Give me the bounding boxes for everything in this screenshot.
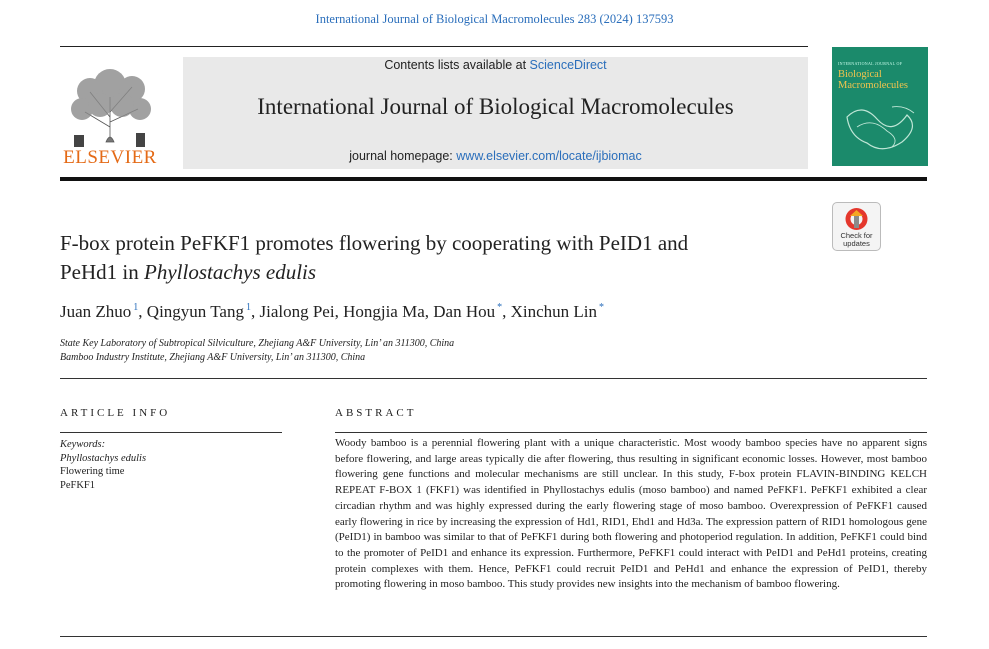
contents-line [183,58,808,72]
affiliation: Bamboo Industry Institute, Zhejiang A&F University, Lin’ an 311300, China [60,352,366,363]
author[interactable]: Hongjia Ma [343,302,425,321]
sciencedirect-link[interactable]: ScienceDirect [529,58,607,72]
bottom-rule [60,636,927,637]
check-badge-line2: updates [843,239,870,248]
cover-small-text: INTERNATIONAL JOURNAL OF [838,61,903,66]
author[interactable]: Dan Hou [433,302,496,321]
keywords-label: Keywords: [60,439,106,450]
masthead-bottom-rule [60,177,927,181]
article-title [60,229,820,287]
article-title-line2: PeHd1 in [60,260,144,284]
author-mark[interactable]: 1 [133,302,139,313]
homepage-line [183,149,808,163]
cover-artwork [832,47,928,166]
keyword-item: PeFKF1 [60,479,96,491]
article-info-heading: ARTICLE INFO [60,407,171,419]
cover-title-line1: Biological [838,69,882,80]
author[interactable]: Xinchun Lin [510,302,598,321]
abstract-heading: ABSTRACT [335,407,417,419]
abstract-text: Woody bamboo is a perennial flowering plant with a unique characteristic. Most woody bamboo species have no apparent signs before flowering, and large areas typically die after flowering, thus resulting in significant economic losses. However, most bamboo flowering gene functions and molecular mechanisms are still unclear. In this study, F-box protein FLAVIN-BINDING KELCH REPEAT F-BOX 1 (FKF1) was identified in Phyllostachys edulis (moso bamboo) and named PeFKF1. PeFKF1 exhibited a clear circadian rhythm and was highly expressed during the early flowering stage of moso bamboo. Overexpression of PeFKF1 caused early flowering in rice by increasing the expression of Hd1, RID1, Ehd1 and Hd3a. The expression pattern of RID1 homologous gene (PeID1) in bamboo was similar to that of PeFKF1 during both flowering and photoperiod regulation. In addition, PeFKF1 could bind to the promoter of PeID1 and enhance its expression. Furthermore, PeFKF1 could interact with PeID1 and PeHd1 proteins, creating protein complexes with them. Hence, PeFKF1 could recruit PeID1 and PeHd1 and enhance the expression of PeID1, thereby promoting flowering in moso bamboo. This study provides new insights into the mechanism of bamboo flowering. [335,437,927,591]
author-mark[interactable]: * [599,302,605,313]
journal-citation[interactable]: International Journal of Biological Macromolecules 283 (2024) 137593 [315,12,674,26]
cover-title-line2: Macromolecules [838,80,908,91]
author[interactable]: Jialong Pei [259,302,335,321]
author[interactable]: Juan Zhuo [60,302,132,321]
keyword-item: Phyllostachys edulis [60,452,147,464]
abstract-rule [335,432,927,433]
journal-cover[interactable] [832,47,928,166]
author-list: Juan Zhuo $^1$, Qingyun Tang $^1$, Jialong Pei, Hongjia Ma, Dan Hou *, Xinchun Lin * [60,302,605,321]
keyword-item: Flowering time [60,466,125,477]
contents-prefix: Contents lists available at [384,58,530,72]
author-mark[interactable]: 1 [245,302,251,313]
article-title-species: Phyllostachys edulis [144,260,317,284]
journal-homepage-link[interactable]: www.elsevier.com/locate/ijbiomac [456,149,642,163]
homepage-prefix: journal homepage: [349,149,457,163]
keywords-block [60,438,282,492]
check-for-updates-label [833,232,880,248]
elsevier-wordmark[interactable]: ELSEVIER [63,147,157,168]
article-info-rule [60,432,282,433]
check-for-updates-button[interactable] [832,202,881,251]
article-title-line1: F-box protein PeFKF1 promotes flowering by cooperating with PeID1 and [60,231,689,255]
header-top-rule [60,46,808,47]
journal-title: International Journal of Biological Macromolecules [257,94,734,119]
affiliation: State Key Laboratory of Subtropical Silviculture, Zhejiang A&F University, Lin’ an 311300, China [60,338,455,349]
author[interactable]: Qingyun Tang [146,302,244,321]
author-mark[interactable]: * [497,302,503,313]
affiliation-separator [60,378,927,379]
check-badge-line1: Check for [840,231,873,240]
